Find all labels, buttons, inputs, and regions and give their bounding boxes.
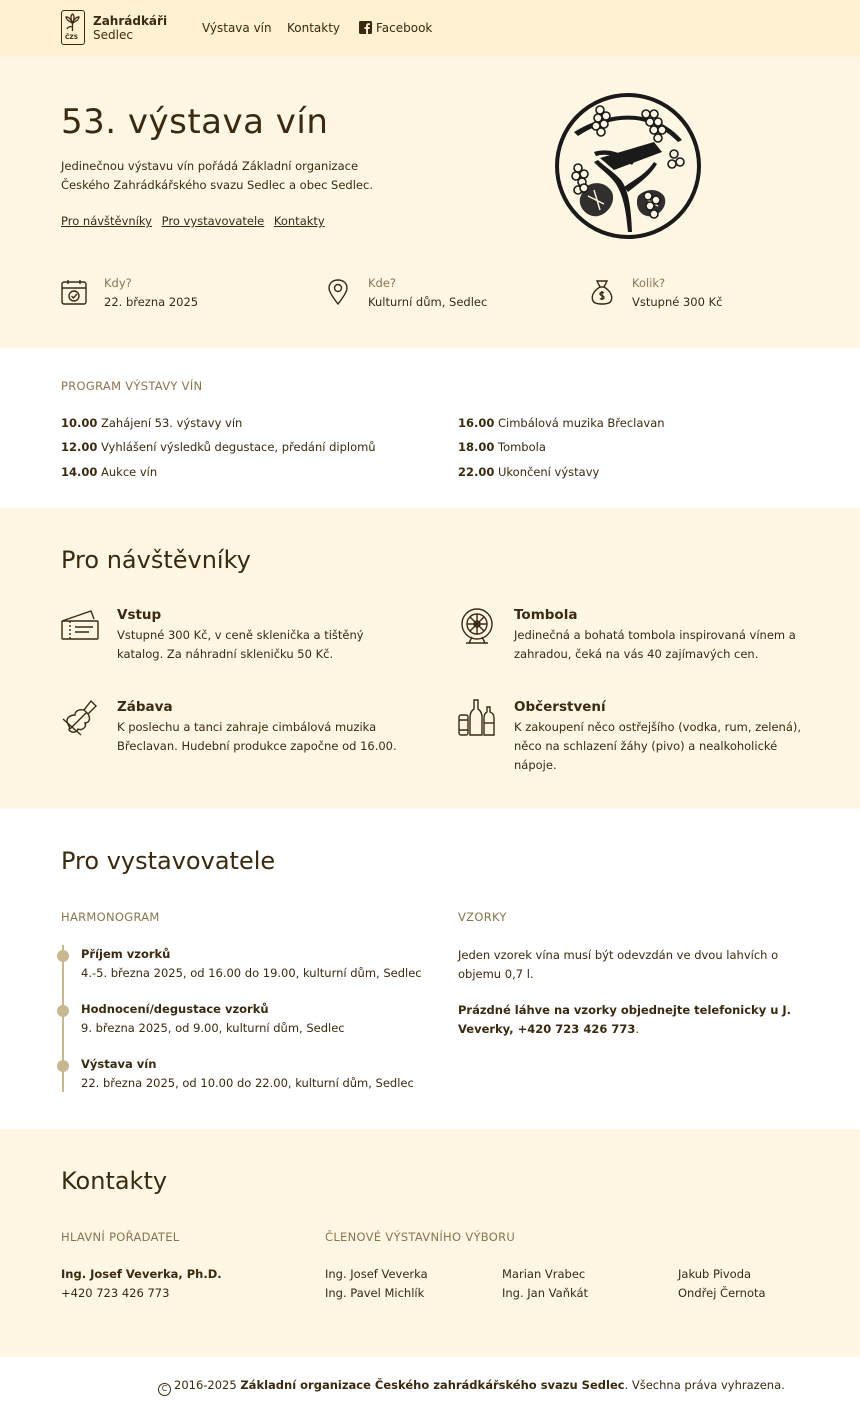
feature-title: Tombola [514, 607, 578, 623]
main-organizer-name: Ing. Josef Veverka, Ph.D. [61, 1267, 222, 1281]
program-item [458, 416, 665, 430]
hero-links [61, 214, 331, 228]
program-item [61, 440, 376, 454]
visitors-heading: Pro návštěvníky [61, 546, 251, 574]
brand-name: Zahrádkáři [93, 14, 168, 28]
program-time: 22.00 [458, 465, 495, 479]
copyright-icon: C [158, 1383, 171, 1396]
schedule-caption: HARMONOGRAM [61, 910, 160, 924]
program-section [0, 348, 860, 508]
timeline-title: Hodnocení/degustace vzorků [81, 1002, 269, 1016]
ticket-icon [61, 607, 99, 645]
site-header [0, 0, 860, 56]
grape-vine-emblem-icon [554, 92, 702, 240]
committee-member: Ondřej Černota [678, 1286, 766, 1300]
samples-note [458, 1001, 803, 1039]
brand-place: Sedlec [93, 28, 133, 42]
feature-title: Zábava [117, 699, 173, 715]
feature-text: K poslechu a tanci zahraje cimbálová muzika Břeclavan. Hudební produkce započne od 16.00. [117, 720, 397, 753]
main-organizer-phone[interactable]: +420 723 426 773 [61, 1286, 170, 1300]
info-where-label: Kde? [368, 276, 397, 290]
timeline-dot [57, 1005, 69, 1017]
brand[interactable] [93, 14, 167, 42]
logo-text: ČZS [65, 34, 79, 41]
copyright-org: Základní organizace Českého zahrádkářského svazu Sedlec [240, 1378, 625, 1392]
link-pro-navstevniky[interactable]: Pro návštěvníky [61, 214, 152, 228]
program-time: 12.00 [61, 440, 98, 454]
nav-vystava-vin[interactable]: Výstava vín [202, 21, 272, 35]
program-item [458, 440, 546, 454]
timeline-dot [57, 950, 69, 962]
hero-section [0, 56, 860, 348]
money-bag-icon [589, 279, 615, 305]
program-text: Zahájení 53. výstavy vín [101, 416, 243, 430]
committee-member: Ing. Josef Veverka [325, 1267, 428, 1281]
visitors-section [0, 508, 860, 809]
committee-member: Ing. Jan Vaňkát [502, 1286, 588, 1300]
info-cost-label: Kolik? [632, 276, 666, 290]
contacts-heading: Kontakty [61, 1167, 168, 1195]
program-time: 18.00 [458, 440, 495, 454]
czs-logo[interactable] [61, 10, 85, 45]
info-where-value: Kulturní dům, Sedlec [368, 295, 488, 309]
feature-title: Vstup [117, 607, 162, 623]
program-text: Ukončení výstavy [498, 465, 600, 479]
nav-facebook[interactable] [359, 21, 432, 35]
timeline-text: 9. března 2025, od 9.00, kulturní dům, Sedlec [81, 1021, 345, 1035]
samples-caption: VZORKY [458, 910, 507, 924]
copyright [158, 1378, 785, 1396]
program-time: 14.00 [61, 465, 98, 479]
committee-caption: ČLENOVÉ VÝSTAVNÍHO VÝBORU [325, 1230, 516, 1244]
nav-facebook-label: Facebook [376, 21, 433, 35]
page-title: 53. výstava vín [61, 102, 329, 142]
main-organizer-caption: HLAVNÍ POŘADATEL [61, 1230, 180, 1244]
bottles-icon [458, 699, 496, 737]
facebook-icon [359, 21, 372, 34]
program-item [61, 465, 157, 479]
timeline-text: 4.-5. března 2025, od 16.00 do 19.00, kulturní dům, Sedlec [81, 966, 422, 980]
link-kontakty[interactable]: Kontakty [273, 214, 325, 228]
samples-note-bold: Prázdné láhve na vzorky objednejte telefonicky u J. Veverky, +420 723 426 773 [458, 1003, 792, 1036]
exhibitors-heading: Pro vystavovatele [61, 847, 276, 875]
program-item [61, 416, 242, 430]
site-footer [0, 1357, 860, 1413]
calendar-icon [61, 279, 87, 305]
lottery-wheel-icon [458, 607, 496, 645]
program-text: Aukce vín [101, 465, 158, 479]
location-pin-icon [325, 279, 351, 305]
program-text: Vyhlášení výsledků degustace, předání diplomů [101, 440, 376, 454]
exhibitors-section [0, 809, 860, 1129]
program-item [458, 465, 599, 479]
program-time: 10.00 [61, 416, 98, 430]
timeline-text: 22. března 2025, od 10.00 do 22.00, kulturní dům, Sedlec [81, 1076, 414, 1090]
timeline-title: Příjem vzorků [81, 947, 171, 961]
committee-member: Marian Vrabec [502, 1267, 586, 1281]
hero-lead: Jedinečnou výstavu vín pořádá Základní organizace Českého Zahrádkářského svazu Sedlec a obec Sedlec. [61, 159, 373, 192]
samples-note-end: . [635, 1022, 639, 1036]
timeline-title: Výstava vín [81, 1057, 157, 1071]
feature-text: K zakoupení něco ostřejšího (vodka, rum, zelená), něco na schlazení žáhy (pivo) a nealkoholické nápoje. [514, 720, 802, 772]
feature-text: Jedinečná a bohatá tombola inspirovaná vínem a zahradou, čeká na vás 40 zajímavých cen. [514, 628, 796, 661]
link-pro-vystavovatele[interactable]: Pro vystavovatele [161, 214, 265, 228]
info-when-value: 22. března 2025 [104, 295, 199, 309]
program-caption: PROGRAM VÝSTAVY VÍN [61, 379, 203, 393]
program-time: 16.00 [458, 416, 495, 430]
feature-text: Vstupné 300 Kč, v ceně sklenička a tištěný katalog. Za náhradní skleničku 50 Kč. [117, 628, 364, 661]
feature-title: Občerstvení [514, 699, 606, 715]
committee-member: Jakub Pivoda [678, 1267, 752, 1281]
timeline-dot [57, 1060, 69, 1072]
copyright-years: 2016-2025 [174, 1378, 237, 1392]
info-cost-value: Vstupné 300 Kč [632, 295, 723, 309]
nav-kontakty[interactable]: Kontakty [287, 21, 341, 35]
violin-icon [61, 699, 99, 737]
program-text: Tombola [498, 440, 546, 454]
info-when-label: Kdy? [104, 276, 132, 290]
committee-member: Ing. Pavel Michlík [325, 1286, 425, 1300]
contacts-section [0, 1129, 860, 1357]
program-text: Cimbálová muzika Břeclavan [498, 416, 665, 430]
copyright-rights: . Všechna práva vyhrazena. [624, 1378, 785, 1392]
samples-text: Jeden vzorek vína musí být odevzdán ve dvou lahvích o objemu 0,7 l. [458, 948, 779, 981]
